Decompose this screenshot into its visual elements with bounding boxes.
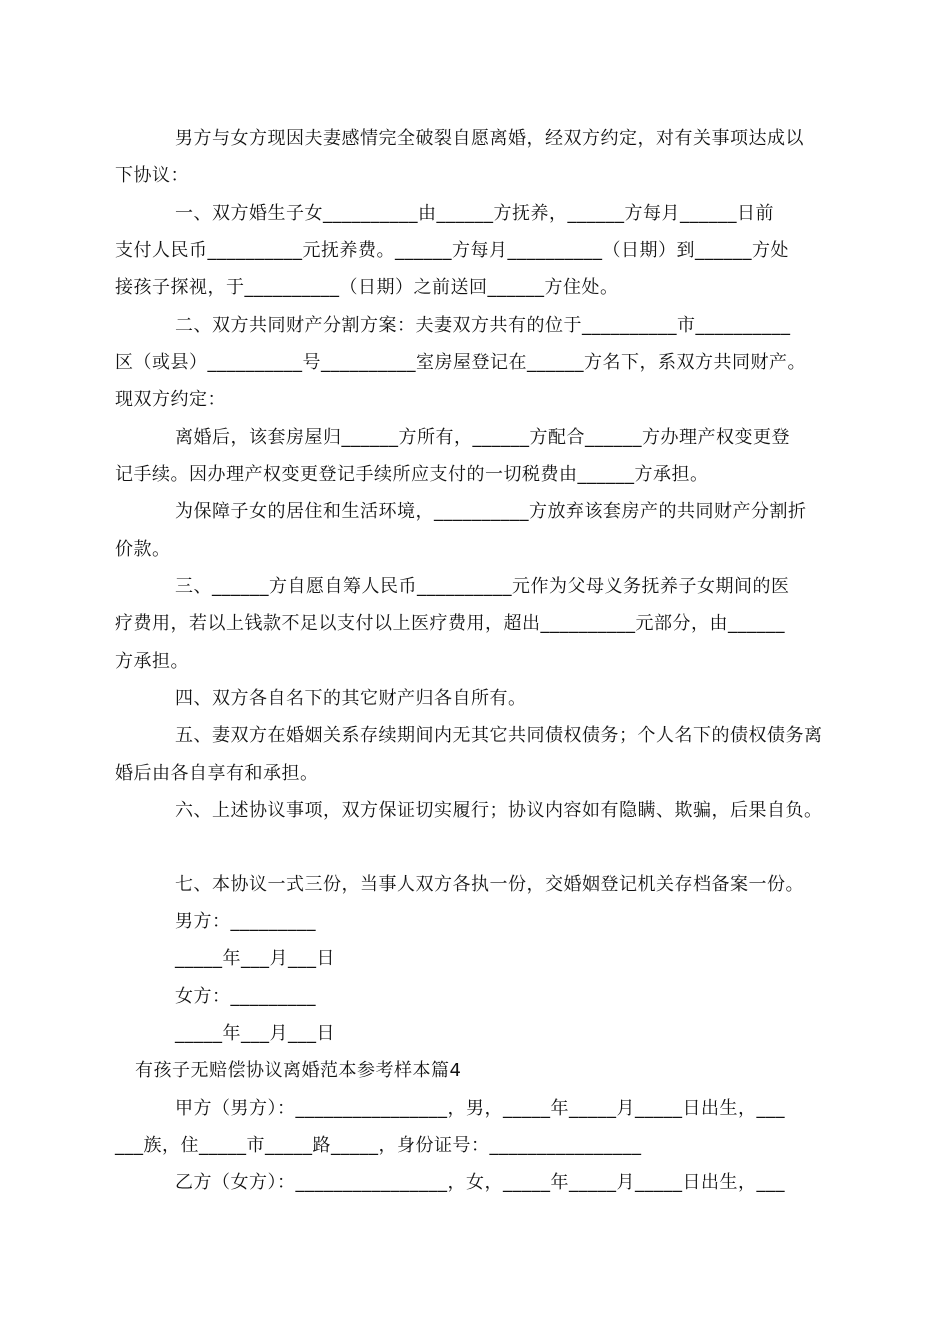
text-line-clause2-4: 离婚后，该套房屋归______方所有，______方配合______方办理产权变更登 — [175, 427, 790, 448]
party-a-line-1: 甲方（男方）：________________，男，_____年_____月_____日出生，___ — [175, 1098, 785, 1119]
text-line-clause1-1: 一、双方婚生子女__________由______方抚养，______方每月______日前 — [175, 203, 774, 224]
signature-male-date: _____年___月___日 — [175, 948, 335, 969]
text-line-clause3-2: 疗费用，若以上钱款不足以支付以上医疗费用，超出__________元部分，由______ — [115, 613, 785, 634]
section-title: 有孩子无赔偿协议离婚范本参考样本篇4 — [135, 1060, 462, 1081]
text-line-clause3-3: 方承担。 — [115, 651, 189, 672]
party-b-line-1: 乙方（女方）：________________，女，_____年_____月_____日出生，___ — [175, 1172, 785, 1193]
text-line-clause5-1: 五、妻双方在婚姻关系存续期间内无其它共同债权债务；个人名下的债权债务离 — [175, 725, 823, 746]
text-line-clause7: 七、本协议一式三份，当事人双方各执一份，交婚姻登记机关存档备案一份。 — [175, 874, 804, 895]
text-line-intro-1: 男方与女方现因夫妻感情完全破裂自愿离婚，经双方约定，对有关事项达成以 — [175, 128, 804, 149]
text-line-clause1-3: 接孩子探视，于__________（日期）之前送回______方住处。 — [115, 277, 619, 298]
text-line-clause2-7: 价款。 — [115, 539, 171, 560]
text-line-clause2-3: 现双方约定： — [115, 389, 226, 410]
signature-female: 女方：_________ — [175, 986, 316, 1007]
text-line-clause2-1: 二、双方共同财产分割方案：夫妻双方共有的位于__________市__________ — [175, 315, 791, 336]
signature-male: 男方：_________ — [175, 911, 316, 932]
text-line-clause2-5: 记手续。因办理产权变更登记手续所应支付的一切税费由______方承担。 — [115, 464, 709, 485]
text-line-clause5-2: 婚后由各自享有和承担。 — [115, 763, 319, 784]
text-line-clause1-2: 支付人民币__________元抚养费。______方每月__________（日期）到______方处 — [115, 240, 789, 261]
text-line-clause2-2: 区（或县）__________号__________室房屋登记在______方名下，系双方共同财产。 — [115, 352, 806, 373]
text-line-clause4: 四、双方各自名下的其它财产归各自所有。 — [175, 688, 527, 709]
text-line-clause2-6: 为保障子女的居住和生活环境，__________方放弃该套房产的共同财产分割折 — [175, 501, 807, 522]
text-line-clause6: 六、上述协议事项，双方保证切实履行；协议内容如有隐瞒、欺骗，后果自负。 — [175, 800, 823, 821]
text-line-intro-2: 下协议： — [115, 165, 189, 186]
signature-female-date: _____年___月___日 — [175, 1023, 335, 1044]
party-a-line-2: ___族，住_____市_____路_____，身份证号：________________ — [115, 1135, 642, 1156]
text-line-clause3-1: 三、______方自愿自筹人民币__________元作为父母义务抚养子女期间的医 — [175, 576, 790, 597]
